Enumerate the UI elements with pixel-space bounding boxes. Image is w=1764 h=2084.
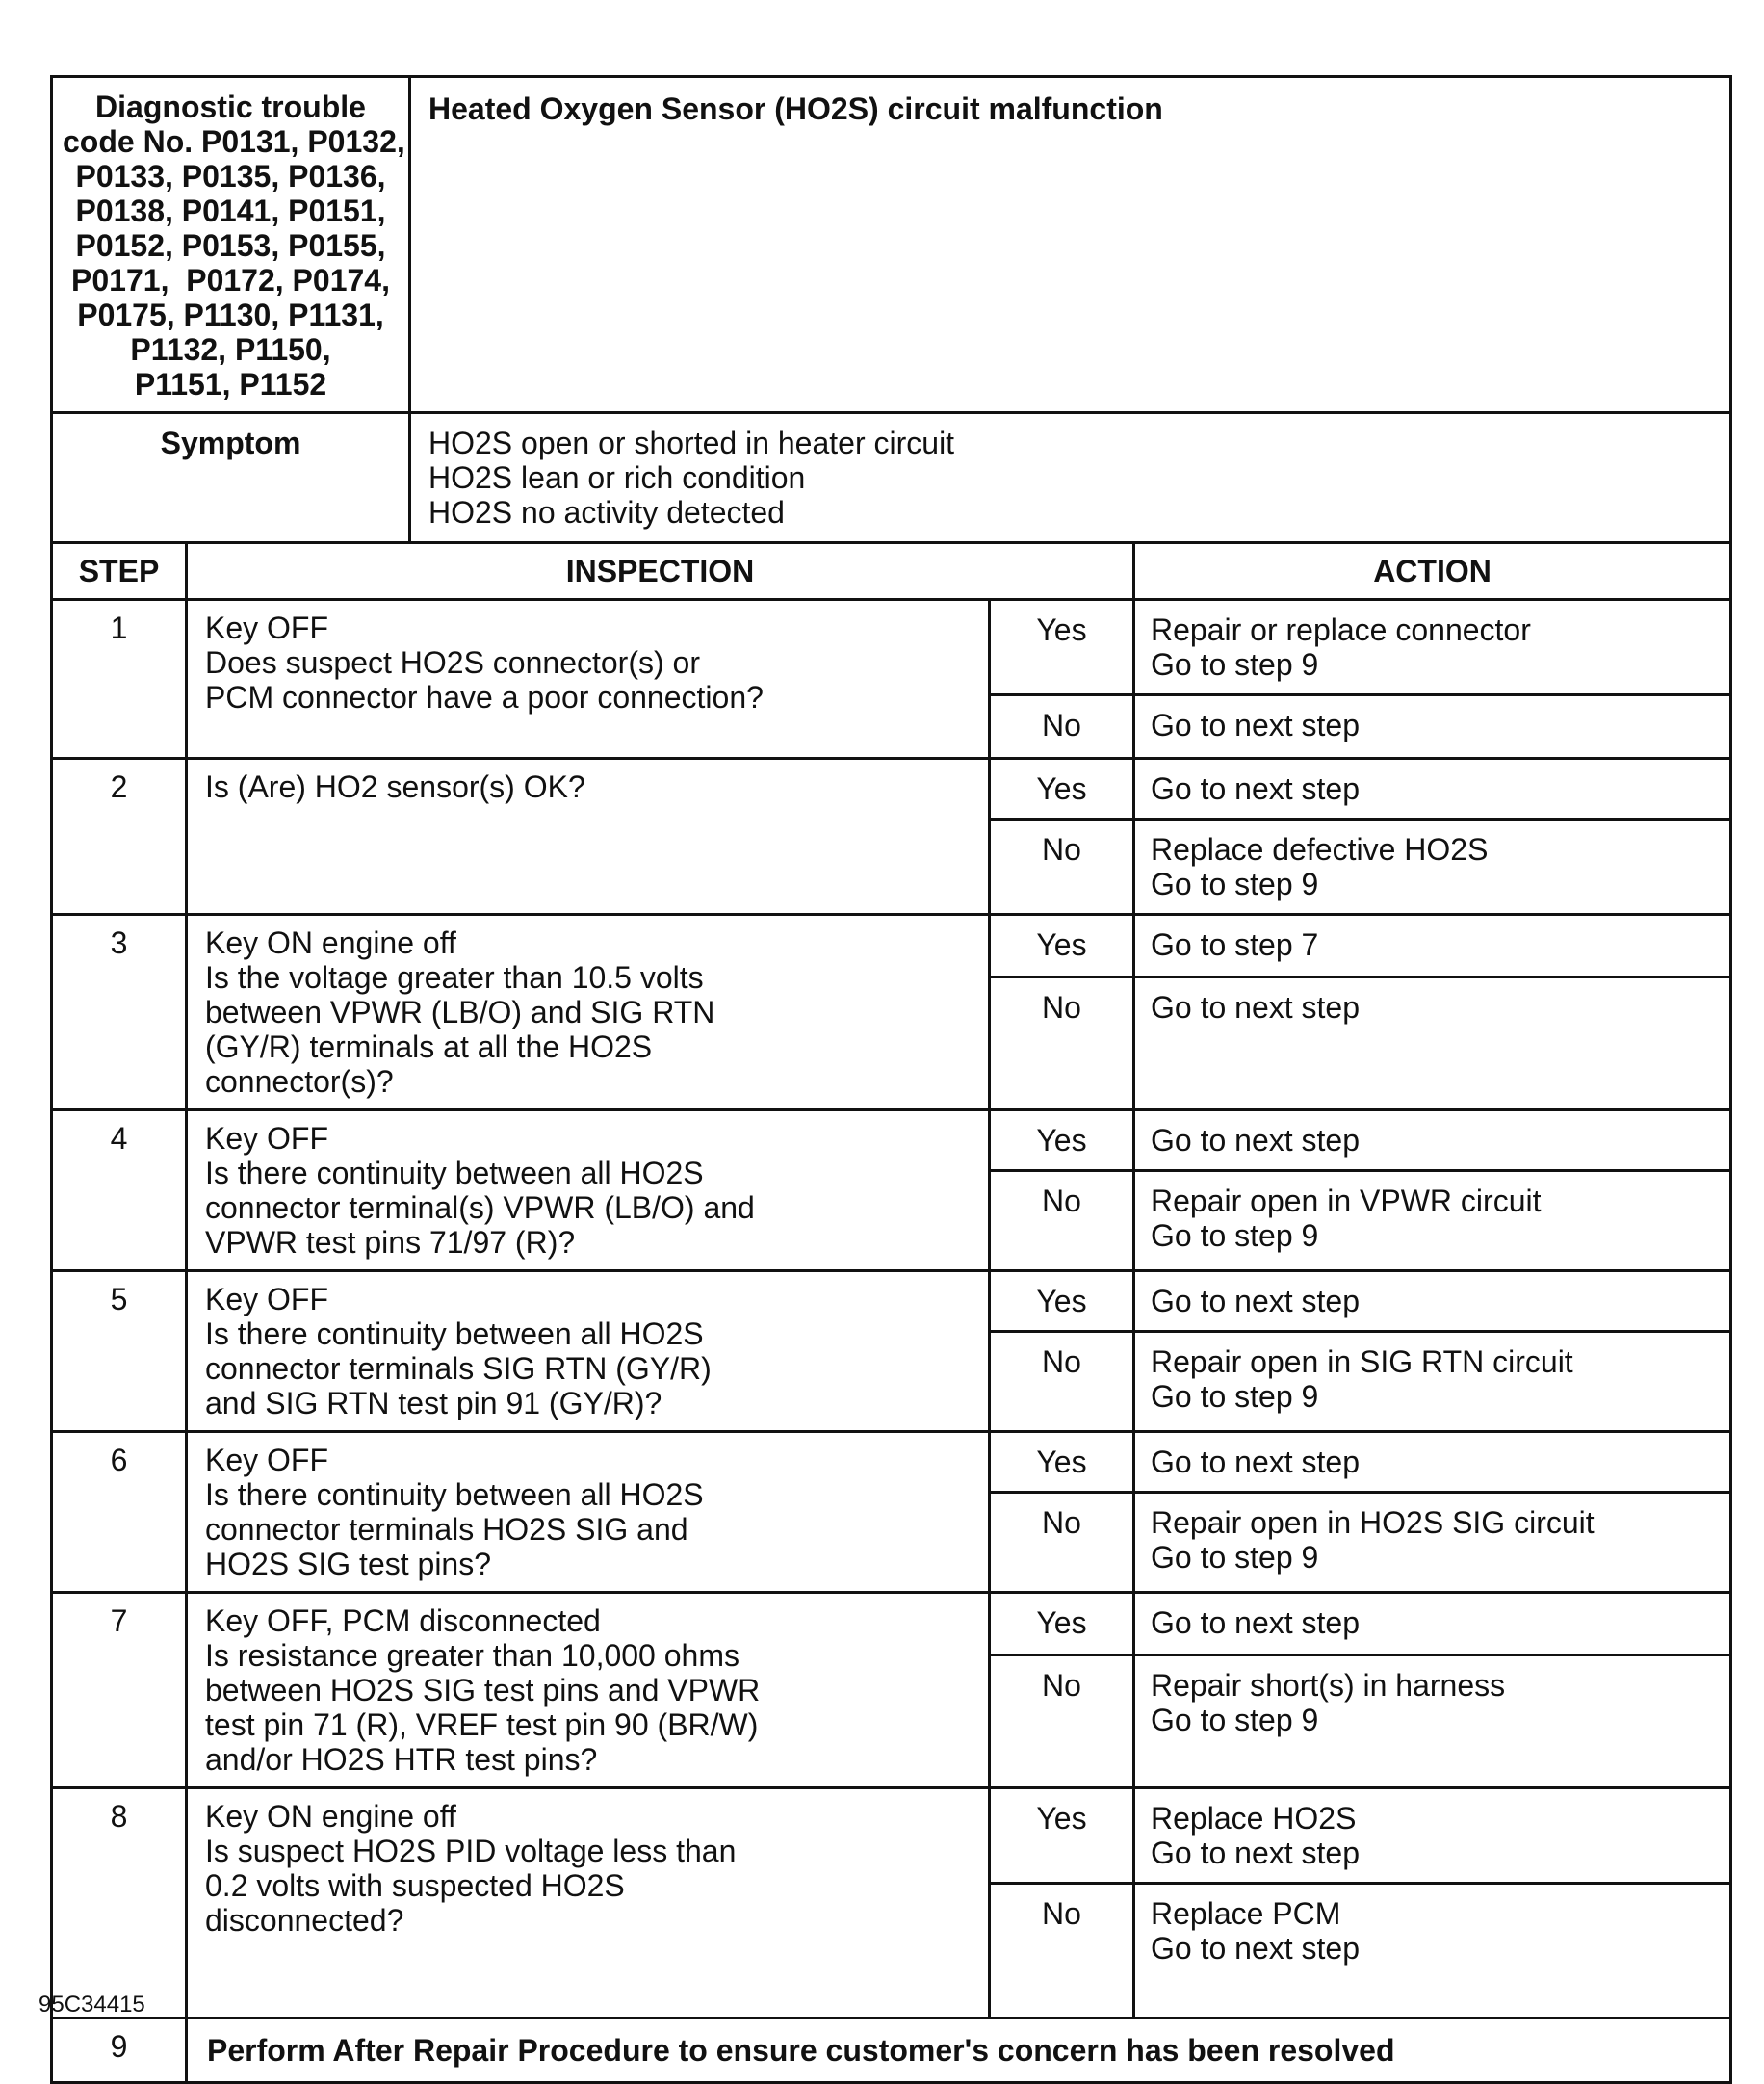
inspection-line: (GY/R) terminals at all the HO2S	[205, 1029, 653, 1064]
yes-label: Yes	[990, 1788, 1134, 1884]
figure-code: 95C34415	[39, 1992, 145, 2018]
dtc-code-line: P0175, P1130, P1131,	[77, 298, 384, 332]
no-action	[1134, 977, 1731, 1109]
inspection-line: and/or HO2S HTR test pins?	[205, 1742, 598, 1777]
action-line: Repair or replace connector	[1151, 612, 1531, 647]
step-number: 7	[52, 1593, 187, 1788]
yes-action	[1134, 1110, 1731, 1171]
inspection-line: Key OFF, PCM disconnected	[205, 1603, 601, 1638]
action-line: Replace defective HO2S	[1151, 832, 1489, 867]
no-label: No	[990, 1654, 1134, 1787]
no-label: No	[990, 1884, 1134, 2019]
no-label: No	[990, 1493, 1134, 1593]
action-line: Go to step 9	[1151, 1540, 1319, 1575]
inspection-text	[187, 1432, 990, 1593]
action-line: Go to next step	[1151, 1284, 1361, 1318]
action-line: Repair short(s) in harness	[1151, 1667, 1506, 1703]
action-line: Repair open in SIG RTN circuit	[1151, 1344, 1573, 1379]
step-number: 2	[52, 759, 187, 915]
action-line: Repair open in VPWR circuit	[1151, 1184, 1542, 1218]
yes-action	[1134, 915, 1731, 977]
yes-action	[1134, 600, 1731, 695]
yes-label: Yes	[990, 759, 1134, 820]
inspection-line: VPWR test pins 71/97 (R)?	[205, 1225, 576, 1260]
action-line: Replace PCM	[1151, 1896, 1341, 1931]
symptom-text	[410, 413, 1731, 543]
action-line: Go to next step	[1151, 1931, 1361, 1966]
step-row-1	[52, 600, 1731, 695]
inspection-line: Is there continuity between all HO2S	[205, 1156, 704, 1190]
inspection-text	[187, 600, 990, 759]
step-number: 6	[52, 1432, 187, 1593]
step-row-5	[52, 1271, 1731, 1332]
no-action	[1134, 695, 1731, 759]
action-line: Go to step 9	[1151, 1379, 1319, 1414]
action-line: Go to next step	[1151, 1605, 1361, 1640]
inspection-line: between HO2S SIG test pins and VPWR	[205, 1673, 761, 1707]
symptom-line: HO2S no activity detected	[428, 495, 785, 530]
inspection-line: test pin 71 (R), VREF test pin 90 (BR/W)	[205, 1707, 759, 1742]
final-step-number: 9	[52, 2019, 187, 2083]
no-action	[1134, 1493, 1731, 1593]
inspection-line: connector terminal(s) VPWR (LB/O) and	[205, 1190, 755, 1225]
dtc-code-line: code No. P0131, P0132,	[63, 124, 405, 159]
step-row-7	[52, 1593, 1731, 1655]
header-row	[52, 543, 1731, 600]
inspection-line: HO2S SIG test pins?	[205, 1547, 492, 1581]
yes-action	[1134, 1432, 1731, 1493]
inspection-line: between VPWR (LB/O) and SIG RTN	[205, 995, 715, 1029]
step-number: 3	[52, 915, 187, 1110]
dtc-code-line: P0138, P0141, P0151,	[75, 194, 386, 228]
inspection-line: Key ON engine off	[205, 1799, 456, 1834]
no-action	[1134, 1884, 1731, 2019]
inspection-line: PCM connector have a poor connection?	[205, 680, 764, 715]
no-label: No	[990, 1171, 1134, 1271]
action-line: Go to step 9	[1151, 647, 1319, 682]
no-label: No	[990, 820, 1134, 915]
no-action	[1134, 1332, 1731, 1432]
final-step-text: Perform After Repair Procedure to ensure customer's concern has been resolved	[187, 2019, 1731, 2083]
dtc-title: Heated Oxygen Sensor (HO2S) circuit malfunction	[410, 77, 1731, 413]
symptom-line: HO2S open or shorted in heater circuit	[428, 426, 955, 460]
action-line: Go to next step	[1151, 989, 1361, 1025]
inspection-line: Is resistance greater than 10,000 ohms	[205, 1638, 739, 1673]
inspection-text	[187, 1788, 990, 2019]
step-row-6	[52, 1432, 1731, 1493]
inspection-text	[187, 1271, 990, 1432]
yes-action	[1134, 759, 1731, 820]
diagnostic-table	[50, 75, 1732, 2084]
dtc-code-line: P0152, P0153, P0155,	[75, 228, 386, 263]
inspection-line: connector terminals SIG RTN (GY/R)	[205, 1351, 712, 1386]
yes-label: Yes	[990, 915, 1134, 977]
no-action	[1134, 820, 1731, 915]
inspection-line: Key OFF	[205, 1443, 329, 1477]
action-line: Go to step 7	[1151, 927, 1319, 962]
inspection-line: disconnected?	[205, 1903, 404, 1938]
inspection-line: connector terminals HO2S SIG and	[205, 1512, 688, 1547]
action-line: Go to next step	[1151, 771, 1361, 806]
yes-action	[1134, 1788, 1731, 1884]
step-number: 5	[52, 1271, 187, 1432]
inspection-line: Is there continuity between all HO2S	[205, 1316, 704, 1351]
dtc-row	[52, 77, 1731, 413]
inspection-text	[187, 1110, 990, 1271]
no-action	[1134, 1171, 1731, 1271]
action-line: Go to next step	[1151, 1445, 1361, 1479]
dtc-code-line: P0171, P0172, P0174,	[71, 263, 390, 298]
inspection-line: Is suspect HO2S PID voltage less than	[205, 1834, 737, 1868]
symptom-label: Symptom	[52, 413, 410, 543]
symptom-row	[52, 413, 1731, 543]
action-line: Go to step 9	[1151, 1702, 1319, 1737]
yes-label: Yes	[990, 600, 1134, 695]
action-header: ACTION	[1134, 543, 1731, 600]
symptom-line: HO2S lean or rich condition	[428, 460, 806, 495]
action-line: Go to next step	[1151, 1123, 1361, 1158]
action-line: Replace HO2S	[1151, 1801, 1357, 1836]
step-row-3	[52, 915, 1731, 977]
step-row-4	[52, 1110, 1731, 1171]
yes-action	[1134, 1271, 1731, 1332]
inspection-line: Key OFF	[205, 1282, 329, 1316]
inspection-text	[187, 1593, 990, 1788]
inspection-line: Does suspect HO2S connector(s) or	[205, 645, 700, 680]
dtc-code-line: Diagnostic trouble	[95, 90, 366, 124]
inspection-line: Is (Are) HO2 sensor(s) OK?	[205, 769, 585, 804]
inspection-line: Is the voltage greater than 10.5 volts	[205, 960, 704, 995]
inspection-line: Key OFF	[205, 611, 329, 645]
yes-label: Yes	[990, 1271, 1134, 1332]
diagnostic-document	[50, 75, 1729, 2084]
step-row-2	[52, 759, 1731, 820]
dtc-code-cell	[52, 77, 410, 413]
action-line: Go to next step	[1151, 1836, 1361, 1870]
dtc-code-line: P1151, P1152	[134, 367, 327, 402]
step-header: STEP	[52, 543, 187, 600]
no-label: No	[990, 695, 1134, 759]
action-line: Go to step 9	[1151, 1218, 1319, 1253]
dtc-code-line: P1132, P1150,	[130, 332, 331, 367]
step-row-8	[52, 1788, 1731, 1884]
final-step-row	[52, 2019, 1731, 2083]
no-label: No	[990, 977, 1134, 1109]
yes-label: Yes	[990, 1432, 1134, 1493]
inspection-line: Is there continuity between all HO2S	[205, 1477, 704, 1512]
inspection-header: INSPECTION	[187, 543, 1134, 600]
yes-label: Yes	[990, 1593, 1134, 1655]
inspection-line: 0.2 volts with suspected HO2S	[205, 1868, 625, 1903]
no-action	[1134, 1654, 1731, 1787]
inspection-line: connector(s)?	[205, 1064, 394, 1099]
yes-label: Yes	[990, 1110, 1134, 1171]
step-number: 4	[52, 1110, 187, 1271]
steps-body	[52, 600, 1731, 2019]
no-label: No	[990, 1332, 1134, 1432]
inspection-text	[187, 915, 990, 1110]
inspection-text	[187, 759, 990, 915]
action-line: Go to next step	[1151, 708, 1361, 742]
action-line: Repair open in HO2S SIG circuit	[1151, 1505, 1595, 1540]
yes-action	[1134, 1593, 1731, 1655]
dtc-code-line: P0133, P0135, P0136,	[75, 159, 386, 194]
inspection-line: Key OFF	[205, 1121, 329, 1156]
action-line: Go to step 9	[1151, 867, 1319, 901]
inspection-line: Key ON engine off	[205, 925, 456, 960]
step-number: 1	[52, 600, 187, 759]
inspection-line: and SIG RTN test pin 91 (GY/R)?	[205, 1386, 662, 1420]
step-number: 8	[52, 1788, 187, 2019]
